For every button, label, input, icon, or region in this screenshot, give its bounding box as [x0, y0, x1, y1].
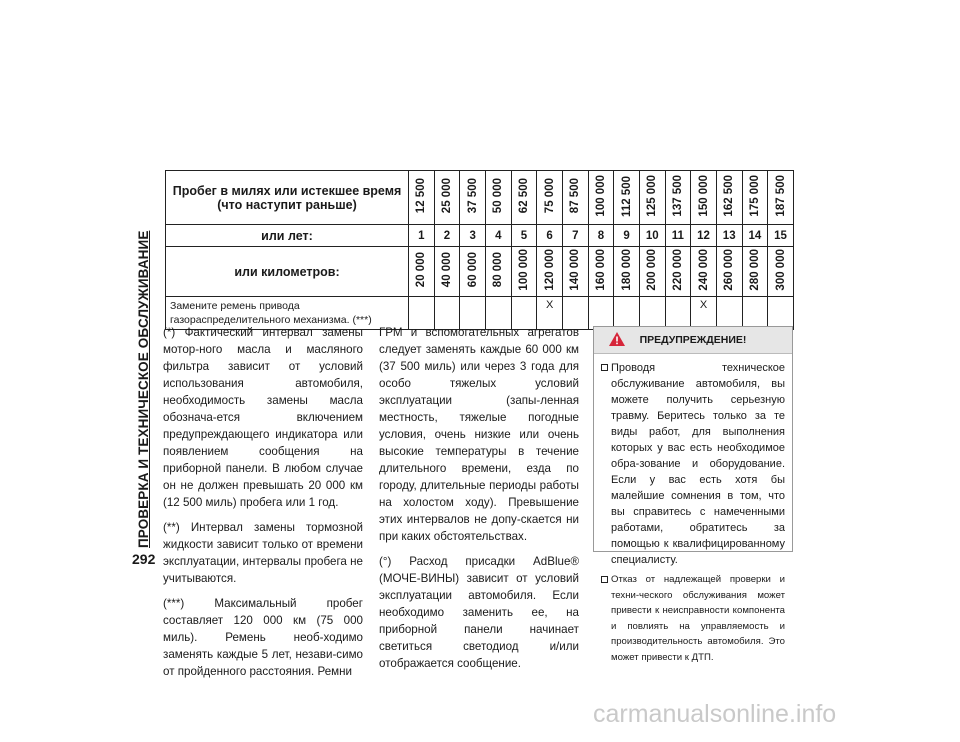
miles-cell	[614, 171, 640, 225]
miles-value: 50 000	[492, 178, 505, 214]
km-cell	[460, 247, 486, 297]
years-value: 7	[562, 225, 588, 247]
km-value: 240 000	[697, 249, 710, 291]
years-header: или лет:	[166, 225, 409, 247]
miles-cell	[537, 171, 563, 225]
miles-value: 62 500	[517, 178, 530, 214]
miles-value: 12 500	[415, 178, 428, 214]
km-value: 20 000	[415, 252, 428, 288]
page-number: 292	[132, 551, 156, 567]
miles-cell	[434, 171, 460, 225]
km-row	[166, 247, 794, 297]
km-cell	[434, 247, 460, 297]
years-value: 2	[434, 225, 460, 247]
years-value: 10	[639, 225, 665, 247]
miles-cell	[691, 171, 717, 225]
km-value: 140 000	[569, 249, 582, 291]
miles-value: 162 500	[723, 175, 736, 217]
km-cell	[716, 247, 742, 297]
miles-cell	[485, 171, 511, 225]
years-row	[166, 225, 794, 247]
service-mark	[742, 297, 768, 330]
footnote-adblue: (°) Расход присадки AdBlue® (МОЧЕ-ВИНЫ) зависит от условий эксплуатации автомобиля. Если необходимо заменить ее, на приборной панели начинает светиться светодиод и/или отображается сообщение.	[379, 555, 579, 670]
service-mark: X	[537, 297, 563, 330]
km-value: 180 000	[620, 249, 633, 291]
warning-triangle-icon	[608, 331, 626, 347]
miles-label-line1: Пробег в милях или истекшее время	[172, 183, 402, 198]
warning-box	[593, 326, 793, 663]
km-cell	[537, 247, 563, 297]
warning-header	[594, 327, 792, 354]
km-value: 40 000	[440, 252, 453, 288]
km-value: 220 000	[671, 249, 684, 291]
km-cell	[639, 247, 665, 297]
years-value: 9	[614, 225, 640, 247]
km-cell	[511, 247, 537, 297]
years-value: 15	[768, 225, 794, 247]
km-cell	[691, 247, 717, 297]
miles-cell	[639, 171, 665, 225]
warning-title: ПРЕДУПРЕЖДЕНИЕ!	[639, 334, 747, 346]
years-value: 11	[665, 225, 691, 247]
km-cell	[588, 247, 614, 297]
miles-cell	[665, 171, 691, 225]
miles-value: 150 000	[697, 175, 710, 217]
km-value: 100 000	[517, 249, 530, 291]
miles-cell	[562, 171, 588, 225]
service-mark	[614, 297, 640, 330]
miles-cell	[511, 171, 537, 225]
miles-cell	[716, 171, 742, 225]
miles-cell	[460, 171, 486, 225]
warning-item: Отказ от надлежащей проверки и техни-ческого обслуживания может привести к неисправности компонента и повлиять на управляемость и производительность автомобиля. Это может привести к ДТП.	[601, 572, 785, 665]
miles-cell	[588, 171, 614, 225]
footnote-belt-continued: ГРМ и вспомогательных агрегатов следует заменять каждые 60 000 км (37 500 миль) или через 3 года для особо тяжелых условий эксплуатации (запы-ленная местность, тяжелые погодные условия, очень низкие или очень высокие температуры в течение длительного времени, езда по городу, длительные периоды работы на холостом ходу). Превышение этих интервалов не допу-скается ни при каких обстоятельствах.	[379, 326, 579, 543]
km-value: 160 000	[594, 249, 607, 291]
side-section-title-text: ПРОВЕРКА И ТЕХНИЧЕСКОЕ ОБСЛУЖИВАНИЕ	[136, 230, 151, 548]
miles-value: 37 500	[466, 178, 479, 214]
km-value: 60 000	[466, 252, 479, 288]
miles-cell	[768, 171, 794, 225]
years-value: 6	[537, 225, 563, 247]
miles-header	[166, 171, 409, 225]
miles-cell	[409, 171, 435, 225]
km-value: 300 000	[774, 249, 787, 291]
miles-label-line2: (что наступит раньше)	[217, 197, 357, 212]
km-cell	[562, 247, 588, 297]
km-header: или километров:	[166, 247, 409, 297]
miles-value: 100 000	[594, 175, 607, 217]
km-cell	[768, 247, 794, 297]
km-cell	[409, 247, 435, 297]
years-value: 12	[691, 225, 717, 247]
years-value: 14	[742, 225, 768, 247]
years-value: 5	[511, 225, 537, 247]
km-cell	[665, 247, 691, 297]
footnotes-column-2	[379, 324, 579, 680]
miles-value: 75 000	[543, 178, 556, 214]
warning-item: Проводя техническое обслуживание автомобиля, вы можете получить серьезную травму. Беритесь только за те виды работ, для выполнения которых у вас есть необходимое обра-зование и оборудование. Если у вас есть хотя бы малейшие сомнения в том, что вы справитесь с намеченными работами, обратитесь за помощью к квалифицированному специалисту.	[601, 360, 785, 568]
km-value: 280 000	[748, 249, 761, 291]
maintenance-schedule-table	[165, 170, 794, 330]
service-mark	[716, 297, 742, 330]
miles-value: 175 000	[748, 175, 761, 217]
miles-cell	[742, 171, 768, 225]
miles-value: 112 500	[620, 175, 633, 217]
km-value: 80 000	[492, 252, 505, 288]
warning-list	[594, 354, 792, 665]
footnotes-column-1	[163, 324, 363, 688]
years-value: 8	[588, 225, 614, 247]
service-mark	[639, 297, 665, 330]
footnote-timing-belt: (***) Максимальный пробег составляет 120 000 км (75 000 миль). Ремень необ-ходимо заменять каждые 5 лет, незави-симо от пройденного расстояния. Ремни	[163, 597, 363, 678]
service-mark	[768, 297, 794, 330]
years-value: 3	[460, 225, 486, 247]
km-value: 120 000	[543, 249, 556, 291]
miles-value: 25 000	[440, 178, 453, 214]
side-section-title	[133, 168, 155, 548]
miles-value: 87 500	[569, 178, 582, 214]
service-mark: X	[691, 297, 717, 330]
km-cell	[485, 247, 511, 297]
years-value: 1	[409, 225, 435, 247]
years-value: 4	[485, 225, 511, 247]
years-value: 13	[716, 225, 742, 247]
km-value: 260 000	[723, 249, 736, 291]
miles-value: 137 500	[671, 175, 684, 217]
watermark: carmanualsonline.info	[593, 700, 837, 728]
km-value: 200 000	[646, 249, 659, 291]
service-mark	[665, 297, 691, 330]
miles-value: 187 500	[774, 175, 787, 217]
km-cell	[614, 247, 640, 297]
timing-belt-label-line2: газораспределительного механизма. (***)	[170, 314, 372, 326]
service-mark	[588, 297, 614, 330]
miles-value: 125 000	[646, 175, 659, 217]
miles-row	[166, 171, 794, 225]
footnote-brake-fluid: (**) Интервал замены тормозной жидкости зависит только от времени эксплуатации, интервалы пробега не учитываются.	[163, 521, 363, 585]
km-cell	[742, 247, 768, 297]
footnote-oil: (*) Фактический интервал замены мотор-ного масла и масляного фильтра зависит от условий использования автомобиля, необходимость замены масла обознача-ется включением предупреждающего индикатора или появлением сообщения на приборной панели. В любом случае он не должен превышать 20 000 км (12 500 миль) пробега или 1 год.	[163, 326, 363, 509]
timing-belt-label-line1: Замените ремень привода	[170, 300, 300, 312]
